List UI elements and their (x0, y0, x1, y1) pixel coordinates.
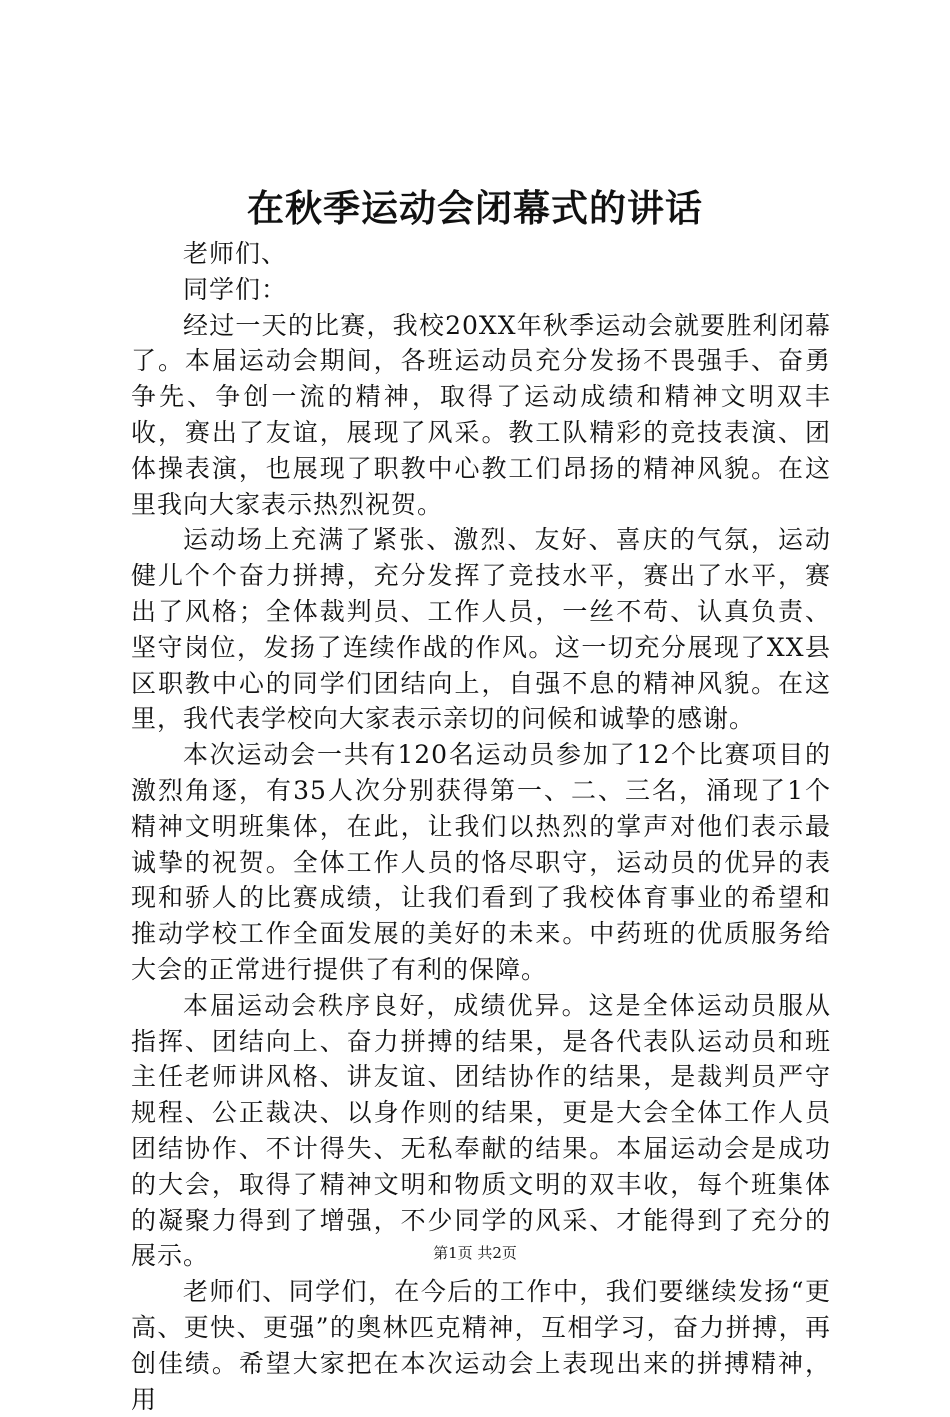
page-number-footer: 第1页 共2页 (433, 1244, 517, 1262)
document-body (131, 236, 831, 1417)
salutation-teachers: 老师们、 (183, 239, 288, 268)
body-paragraph: 经过一天的比赛，我校20XX年秋季运动会就要胜利闭幕了。本届运动会期间，各班运动员充分发扬不畏强手、奋勇争先、争创一流的精神，取得了运动成绩和精神文明双丰收，赛出了友谊，展现了风采。教工队精彩的竞技表演、团体操表演，也展现了职教中心教工们昂扬的精神风貌。在这里我向大家表示热烈祝贺。 (131, 310, 831, 519)
salutation-students: 同学们： (183, 274, 288, 304)
body-paragraph: 本届运动会秩序良好，成绩优异。这是全体运动员服从指挥、团结向上、奋力拼搏的结果，是各代表队运动员和班主任老师讲风格、讲友谊、团结协作的结果，是裁判员严守规程、公正裁决、以身作则的结果，更是大会全体工作人员团结协作、不计得失、无私奉献的结果。本届运动会是成功的大会，取得了精神文明和物质文明的双丰收，每个班集体的凝聚力得到了增强，不少同学的风采、才能得到了充分的展示。 (131, 990, 831, 1271)
document-title: 在秋季运动会闭幕式的讲话 (247, 186, 703, 230)
body-paragraph: 本次运动会一共有120名运动员参加了12个比赛项目的激烈角逐，有35人次分别获得第一、二、三名，涌现了1个精神文明班集体，在此，让我们以热烈的掌声对他们表示最诚挚的祝贺。全体工作人员的恪尽职守，运动员的优异的表现和骄人的比赛成绩，让我们看到了我校体育事业的希望和推动学校工作全面发展的美好的未来。中药班的优质服务给大会的正常进行提供了有利的保障。 (131, 740, 831, 984)
body-paragraph: 老师们、同学们，在今后的工作中，我们要继续发扬“更高、更快、更强”的奥林匹克精神，互相学习，奋力拼搏，再创佳绩。希望大家把在本次运动会上表现出来的拼搏精神，用 (131, 1277, 831, 1414)
body-paragraph: 运动场上充满了紧张、激烈、友好、喜庆的气氛，运动健儿个个奋力拼搏，充分发挥了竞技水平，赛出了水平，赛出了风格；全体裁判员、工作人员，一丝不苟、认真负责、坚守岗位，发扬了连续作战的作风。这一切充分展现了XX县区职教中心的同学们团结向上，自强不息的精神风貌。在这里，我代表学校向大家表示亲切的问候和诚挚的感谢。 (131, 525, 831, 734)
